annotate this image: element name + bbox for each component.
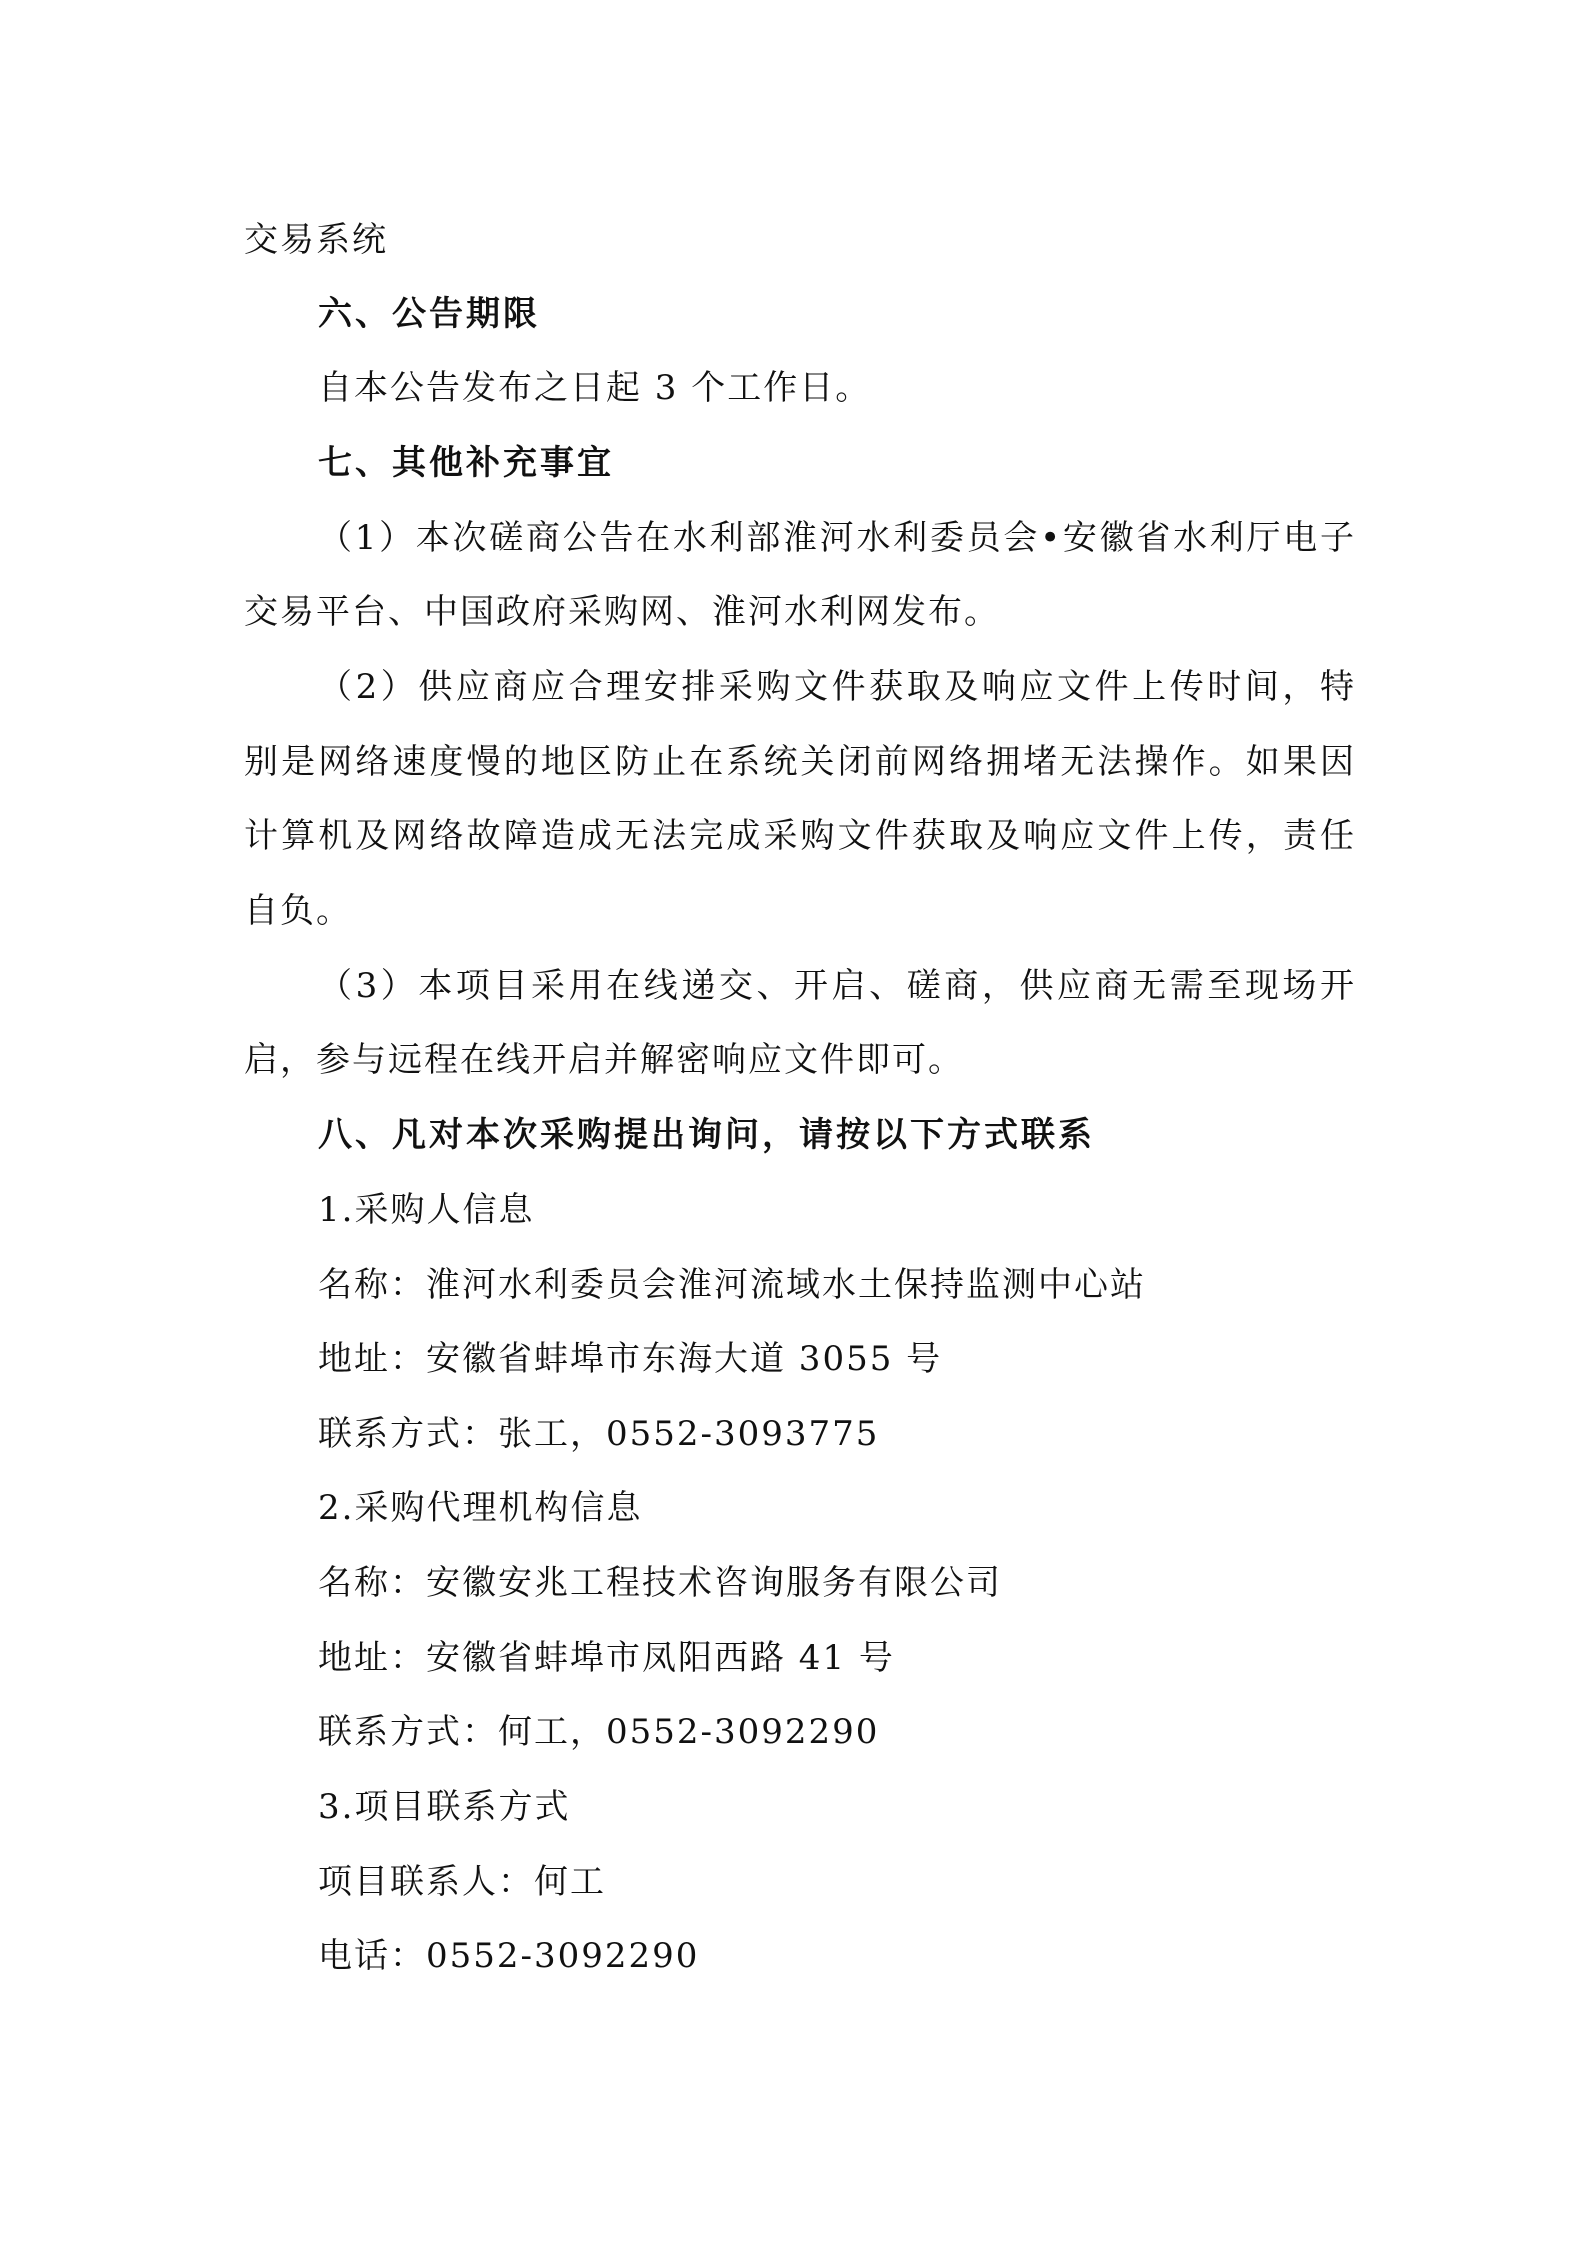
agency-address: 地址：安徽省蚌埠市凤阳西路 41 号	[318, 1638, 895, 1678]
agency-contact: 联系方式：何工，0552-3092290	[318, 1712, 880, 1752]
body-text-line: 自负。	[244, 891, 352, 931]
body-text-line: 交易平台、中国政府采购网、淮河水利网发布。	[244, 592, 1000, 632]
subheading-agency-info: 2.采购代理机构信息	[318, 1488, 643, 1528]
body-text-line: 自本公告发布之日起 3 个工作日。	[318, 368, 872, 408]
purchaser-contact: 联系方式：张工，0552-3093775	[318, 1414, 880, 1454]
subheading-project-contact: 3.项目联系方式	[318, 1787, 571, 1827]
section-heading-other-matters: 七、其他补充事宜	[318, 443, 614, 483]
body-text-line: （2）供应商应合理安排采购文件获取及响应文件上传时间，特	[318, 667, 1356, 707]
body-text-line: 启，参与远程在线开启并解密响应文件即可。	[244, 1040, 964, 1080]
subheading-purchaser-info: 1.采购人信息	[318, 1190, 535, 1230]
section-heading-inquiry-contacts: 八、凡对本次采购提出询问，请按以下方式联系	[318, 1115, 1095, 1155]
body-text-line: （1）本次磋商公告在水利部淮河水利委员会•安徽省水利厅电子	[318, 518, 1356, 558]
project-contact-person: 项目联系人：何工	[318, 1862, 606, 1902]
body-text-line: 计算机及网络故障造成无法完成采购文件获取及响应文件上传，责任	[244, 816, 1356, 856]
purchaser-address: 地址：安徽省蚌埠市东海大道 3055 号	[318, 1339, 943, 1379]
purchaser-name: 名称：淮河水利委员会淮河流域水土保持监测中心站	[318, 1265, 1146, 1305]
body-text-line: （3）本项目采用在线递交、开启、磋商，供应商无需至现场开	[318, 966, 1356, 1006]
agency-name: 名称：安徽安兆工程技术咨询服务有限公司	[318, 1563, 1002, 1603]
project-contact-phone: 电话：0552-3092290	[318, 1936, 700, 1976]
body-text-line: 别是网络速度慢的地区防止在系统关闭前网络拥堵无法操作。如果因	[244, 742, 1356, 782]
body-text-line: 交易系统	[244, 220, 388, 260]
section-heading-announcement-period: 六、公告期限	[318, 294, 540, 334]
